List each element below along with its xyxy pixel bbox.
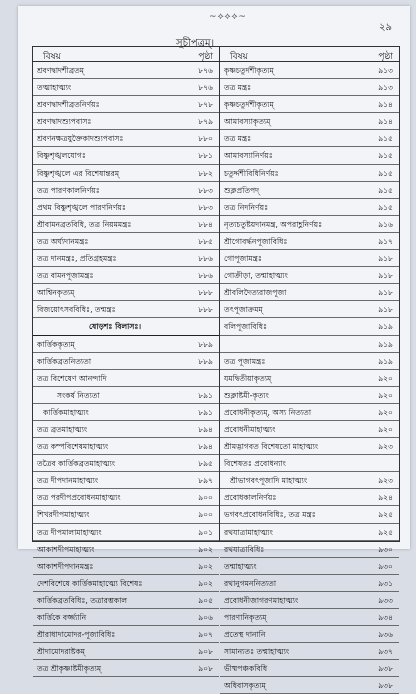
toc-entry-page: ৯০৭ bbox=[198, 630, 213, 640]
toc-entry-page: ৮৯৪ bbox=[198, 424, 213, 434]
toc-entry-page: ৯০২ bbox=[198, 544, 213, 554]
toc-entry-title: আমাবস্যাকৃত্যম্ bbox=[224, 117, 271, 127]
toc-entry-title: আকাশদীপদানমন্ত্রঃ bbox=[37, 561, 94, 571]
toc-entry-title: প্রবোধকালনির্ণয়ঃ bbox=[224, 493, 277, 503]
toc-right-column bbox=[220, 47, 399, 691]
toc-row bbox=[33, 472, 219, 489]
toc-entry-title: কার্ত্তিকব্রতবিধিঃ, তত্রারম্ভকাল bbox=[37, 595, 128, 605]
toc-entry-page: ৯২৫ bbox=[378, 527, 393, 537]
toc-row bbox=[33, 660, 219, 677]
toc-entry-page: ৯৩৬ bbox=[378, 630, 393, 640]
right-header-page: পৃষ্ঠা bbox=[378, 52, 393, 62]
toc-entry-title: যমদ্বিতীয়াকৃত্যম্ bbox=[224, 373, 272, 383]
toc-entry-title: তত্র দীপদানমাহাত্ম্যং bbox=[37, 476, 99, 486]
toc-entry-title: তত্র দীপমালামাহাত্ম্যং bbox=[37, 527, 102, 537]
toc-entry-page: ৮৮৬ bbox=[198, 254, 213, 264]
toc-row bbox=[220, 370, 399, 387]
toc-row bbox=[33, 370, 219, 387]
toc-entry-page: ৯১৩ bbox=[378, 83, 393, 93]
toc-entry-title: শ্রীবলিদৈত্যরাজপূজা bbox=[224, 288, 287, 298]
toc-entry-title: শ্রবণদ্বাদশীব্রতনির্ণয়ঃ bbox=[37, 100, 100, 110]
toc-entry-title: পারণানিকৃত্যম্ bbox=[224, 613, 267, 622]
toc-entry-page: ৮৮৫ bbox=[198, 236, 213, 246]
toc-entry-page: ৯০৫ bbox=[198, 595, 213, 605]
toc-entry-page: ৯১৫ bbox=[378, 202, 393, 212]
toc-row bbox=[33, 318, 219, 335]
toc-row bbox=[33, 62, 219, 79]
toc-left-column bbox=[33, 47, 220, 674]
toc-entry-title: তত্র মন্ত্রঃ bbox=[224, 134, 252, 144]
toc-entry-title: বিশেষতঃ প্রবোধন্যাং bbox=[224, 459, 286, 469]
toc-entry-title: অধিবাসকৃত্যম্ bbox=[224, 681, 266, 691]
toc-entry-page: ৯৩৮ bbox=[378, 664, 393, 674]
toc-entry-page: ৯১৪ bbox=[378, 117, 393, 127]
toc-entry-title: কৃষ্ণচতুর্দশীকৃত্যম্ bbox=[224, 100, 274, 110]
toc-entry-page: ৯২০ bbox=[378, 424, 393, 434]
toc-row bbox=[33, 438, 219, 455]
toc-row bbox=[33, 233, 219, 250]
toc-row bbox=[33, 524, 219, 541]
toc-entry-page: ৯৩৪ bbox=[378, 613, 393, 622]
toc-entry-page: ৯১৮ bbox=[378, 288, 393, 298]
toc-entry-page: ৯০২ bbox=[198, 578, 213, 588]
toc-row bbox=[33, 404, 219, 421]
book-page bbox=[18, 6, 410, 691]
toc-entry-title: ষোড়শঃ বিলাসঃ। bbox=[89, 322, 142, 332]
toc-row bbox=[33, 353, 219, 370]
toc-row bbox=[220, 113, 399, 130]
left-header-page: পৃষ্ঠা bbox=[198, 52, 213, 62]
toc-row bbox=[220, 387, 399, 404]
toc-entry-title: ভীষ্মপঞ্চকবিধি bbox=[224, 664, 268, 674]
toc-row bbox=[220, 182, 399, 199]
toc-row bbox=[33, 96, 219, 113]
toc-entry-title: কার্ত্তিকব্রতনিত্যতা bbox=[37, 356, 92, 366]
toc-entry-page: ৮৯৭ bbox=[198, 476, 213, 486]
toc-entry-title: আকাশদীপমাহাত্ম্যং bbox=[37, 544, 95, 554]
toc-entry-page: ৮৭৬ bbox=[198, 66, 213, 75]
toc-entry-title: শুক্লপ্রতিপদ্ bbox=[224, 185, 260, 195]
toc-row bbox=[220, 250, 399, 267]
toc-row bbox=[33, 199, 219, 216]
toc-entry-page: ৮৮৯ bbox=[198, 339, 213, 349]
toc-entry-page: ৯০২ bbox=[198, 561, 213, 571]
page-number: ২৯ bbox=[379, 22, 392, 33]
toc-entry-title: আমাবস্যানির্ণয়ঃ bbox=[224, 151, 273, 161]
toc-entry-title: প্রথম বিষ্ণুশৃঙ্খলে পারণনির্ণয়ঃ bbox=[37, 202, 126, 212]
toc-row bbox=[33, 267, 219, 284]
toc-entry-title: কার্ত্তিকে বর্জ্জ্যানি bbox=[37, 613, 87, 622]
toc-entry-title: বিষ্ণুশৃঙ্খলযোগঃ bbox=[37, 151, 86, 161]
toc-entry-page: ৯২০ bbox=[378, 407, 393, 417]
toc-entry-page: ৯২০ bbox=[378, 373, 393, 383]
toc-row bbox=[33, 182, 219, 199]
toc-entry-page: ৯৩০ bbox=[378, 561, 393, 571]
toc-entry-title: তত্র নিদনির্ণয়ঃ bbox=[224, 202, 269, 212]
toc-entry-page: ৯২০ bbox=[378, 390, 393, 400]
toc-row bbox=[220, 147, 399, 164]
toc-entry-page: ৮৮৪ bbox=[198, 219, 213, 229]
toc-entry-page: ৯৩১ bbox=[378, 578, 393, 588]
toc-entry-title: সামান্যতঃ তন্মাহাত্ম্যং bbox=[224, 647, 290, 657]
toc-entry-title: প্রবোধনীজাগরণমাহাত্ম্যং bbox=[224, 595, 299, 605]
toc-entry-page: ৮৯৪ bbox=[198, 442, 213, 452]
toc-entry-title: তত্র অর্ঘ্যদানমন্ত্রঃ bbox=[37, 236, 89, 246]
toc-entry-page: ৮৮৮ bbox=[198, 305, 213, 315]
toc-row bbox=[220, 353, 399, 370]
toc-entry-title: দেশবিশেষে কার্ত্তিকমাহাত্ম্যে বিশেষঃ bbox=[37, 578, 143, 588]
toc-entry-title: শ্রীমদ্ভাগবত বিশেষতো মাহাত্ম্যং bbox=[224, 442, 319, 452]
toc-row bbox=[220, 62, 399, 79]
toc-row bbox=[220, 524, 399, 541]
toc-row bbox=[33, 455, 219, 472]
toc-entry-title: বিজয়োৎসববিধিঃ, তন্মন্ত্রঃ bbox=[37, 305, 116, 315]
toc-row bbox=[220, 421, 399, 438]
toc-entry-title: গোক্রীড়া, তন্মাহাত্ম্যং bbox=[224, 271, 288, 281]
toc-entry-page: ৯১৮ bbox=[378, 271, 393, 281]
toc-entry-page: ৯০০ bbox=[198, 510, 213, 520]
toc-row bbox=[220, 609, 399, 626]
toc-entry-title: তত্র দানমন্ত্রঃ, প্রতিগ্রহমন্ত্রঃ bbox=[37, 254, 117, 264]
toc-entry-page: ৮৯১ bbox=[198, 407, 213, 417]
toc-row bbox=[33, 609, 219, 626]
toc-entry-page: ৮৮৬ bbox=[198, 271, 213, 281]
toc-entry-page: ৮৭৬ bbox=[198, 83, 213, 93]
toc-row bbox=[33, 592, 219, 609]
toc-entry-page: ৯০১ bbox=[198, 527, 213, 537]
toc-entry-page: ৯১৩ bbox=[378, 66, 393, 75]
toc-entry-title: শ্রীরাধাদামোদর-পূজাবিধিঃ bbox=[37, 630, 116, 640]
toc-entry-title: তত্র পরদীপপ্রবোধনমাহাত্ম্যং bbox=[37, 493, 121, 503]
toc-row bbox=[220, 472, 399, 489]
toc-table bbox=[32, 46, 400, 691]
toc-row bbox=[220, 575, 399, 592]
toc-row bbox=[220, 506, 399, 523]
toc-row bbox=[220, 626, 399, 643]
toc-entry-title: প্রবোধনীকৃত্যম্, অস্য নিত্যতা bbox=[224, 407, 312, 417]
toc-row bbox=[220, 199, 399, 216]
toc-entry-page: ৯১৭ bbox=[378, 236, 393, 246]
toc-entry-title: বলিপূজাবিধিঃ bbox=[224, 322, 268, 332]
toc-entry-title: কার্ত্তিককৃত্যম্ bbox=[37, 339, 75, 349]
toc-row bbox=[220, 455, 399, 472]
toc-entry-title: বিষ্ণুশৃঙ্খলে এর বিশেষান্তরম্ bbox=[37, 168, 120, 178]
toc-row bbox=[220, 336, 399, 353]
toc-entry-page: ৯০৮ bbox=[198, 647, 213, 657]
toc-entry-title: রথযাত্রাবিধিঃ bbox=[224, 544, 265, 554]
toc-entry-title: কৃষ্ণচতুর্দশীকৃত্যম্ bbox=[224, 66, 274, 75]
toc-entry-title: তত্র কম্পবিশেষমাহাত্ম্যং bbox=[37, 442, 109, 452]
toc-row bbox=[33, 643, 219, 660]
toc-row bbox=[220, 558, 399, 575]
toc-row bbox=[33, 387, 219, 404]
toc-entry-title: শ্রবণনক্ষত্রযুক্তৈকাদশ্যুপবাসঃ bbox=[37, 134, 124, 144]
toc-row bbox=[220, 643, 399, 660]
toc-entry-title: তৎপূজাক্রমম্ bbox=[224, 305, 263, 315]
toc-row bbox=[220, 660, 399, 677]
toc-row bbox=[33, 489, 219, 506]
toc-row bbox=[33, 301, 219, 318]
toc-entry-page: ৯১৯ bbox=[378, 356, 393, 366]
toc-entry-title: শুক্লাষ্টমী-কৃত্যং bbox=[224, 390, 269, 400]
toc-entry-page: ৯০০ bbox=[198, 493, 213, 503]
toc-row bbox=[220, 677, 399, 694]
toc-entry-page: ৯১৪ bbox=[378, 100, 393, 110]
toc-entry-title: সংকর্ষ নিত্যতা bbox=[57, 390, 100, 400]
toc-entry-title: শ্রীদামোদরাষ্টকম্ bbox=[37, 647, 86, 657]
toc-entry-title: রথানুগমননিত্যতা bbox=[224, 578, 277, 588]
toc-entry-page: ৯২৩ bbox=[378, 442, 393, 452]
toc-row bbox=[33, 79, 219, 96]
right-rows bbox=[220, 62, 399, 694]
left-header bbox=[33, 47, 219, 62]
toc-entry-page: ৮৮১ bbox=[198, 151, 213, 161]
toc-entry-page: ৮৯৫ bbox=[198, 459, 213, 469]
toc-title: সূচীপত্রম্। bbox=[176, 38, 215, 49]
toc-row bbox=[33, 558, 219, 575]
toc-row bbox=[220, 130, 399, 147]
toc-entry-page: ৮৮৮ bbox=[198, 288, 213, 298]
toc-entry-title: নৃত্যচতুষ্টয়দানমন্ত্র, অপরাহ্ণনির্ণয়ঃ bbox=[224, 219, 323, 229]
toc-row bbox=[33, 130, 219, 147]
toc-row bbox=[33, 216, 219, 233]
toc-entry-page: ৮৮৩ bbox=[198, 185, 213, 195]
toc-entry-title: শ্রবণদ্বাদশীব্রতম্ bbox=[37, 66, 85, 75]
toc-row bbox=[220, 216, 399, 233]
toc-entry-title: তত্রৈব কার্ত্তিকব্রতমাহাত্ম্যং bbox=[37, 459, 116, 469]
toc-entry-title: শ্রীভাগবৎপূজাদি মাহাত্ম্যং bbox=[230, 476, 308, 486]
toc-row bbox=[220, 284, 399, 301]
toc-row bbox=[220, 438, 399, 455]
toc-entry-title: তত্র পারণকালনির্ণয়ঃ bbox=[37, 185, 100, 195]
toc-row bbox=[220, 96, 399, 113]
toc-entry-page: ৯১৯ bbox=[378, 339, 393, 349]
toc-entry-page: ৮৮৯ bbox=[198, 356, 213, 366]
toc-entry-page: ৯২৪ bbox=[378, 493, 393, 503]
toc-entry-page: ৯২৩ bbox=[378, 476, 393, 486]
toc-entry-page: ৯১৬ bbox=[378, 219, 393, 229]
toc-entry-page: ৯০৬ bbox=[198, 613, 213, 622]
toc-entry-page: ৮৯১ bbox=[198, 390, 213, 400]
toc-entry-title: তত্মাহাত্ম্যং bbox=[37, 83, 72, 93]
toc-entry-title: শ্রীবামনব্রতবিধি, তত্র নিয়মমন্ত্রঃ bbox=[37, 219, 132, 229]
toc-entry-page: ৯০৮ bbox=[198, 664, 213, 674]
toc-entry-title: তত্র বামনপূজামন্ত্রঃ bbox=[37, 271, 94, 281]
toc-row bbox=[220, 79, 399, 96]
toc-row bbox=[33, 284, 219, 301]
toc-row bbox=[220, 404, 399, 421]
toc-entry-title: তত্র মন্ত্রঃ bbox=[224, 83, 252, 93]
toc-entry-page: ৮৭৯ bbox=[198, 117, 213, 127]
toc-row bbox=[220, 592, 399, 609]
toc-entry-title: তন্মাহাত্ম্যং bbox=[224, 561, 257, 571]
toc-entry-page: ৯৩৮ bbox=[378, 681, 393, 691]
toc-entry-title: রথযাত্রামাহাত্ম্যং bbox=[224, 527, 273, 537]
toc-row bbox=[33, 147, 219, 164]
toc-row bbox=[220, 267, 399, 284]
toc-entry-title: তত্র পূজামন্ত্রঃ bbox=[224, 356, 266, 366]
toc-entry-title: তত্র ব্রতমাহাত্ম্যং bbox=[37, 424, 88, 434]
toc-entry-title: আশ্বিনকৃত্যম্ bbox=[37, 288, 75, 298]
toc-entry-page: ৮৮২ bbox=[198, 168, 213, 178]
toc-entry-page: ৮৮০ bbox=[198, 134, 213, 144]
toc-entry-page: ৯২৫ bbox=[378, 510, 393, 520]
left-header-subject: বিষয় bbox=[43, 52, 61, 62]
toc-entry-title: ভগবৎপ্রবোধনবিধিঃ, তত্র মন্ত্রঃ bbox=[224, 510, 316, 520]
toc-row bbox=[33, 541, 219, 558]
toc-entry-page: ৯১৯ bbox=[378, 322, 393, 332]
toc-entry-title: চতুর্দ্দশীবিধিনির্ণয়ঃ bbox=[224, 168, 279, 178]
toc-row bbox=[33, 165, 219, 182]
toc-entry-page: ৮৭৮ bbox=[198, 100, 213, 110]
toc-row bbox=[220, 233, 399, 250]
toc-entry-title: প্রতেস্থ দানানি bbox=[224, 630, 266, 640]
toc-row bbox=[33, 336, 219, 353]
left-rows bbox=[33, 62, 219, 677]
toc-entry-page: ৯১৫ bbox=[378, 134, 393, 144]
toc-entry-title: গোপূজামন্ত্রঃ bbox=[224, 254, 262, 264]
toc-row bbox=[220, 318, 399, 335]
toc-row bbox=[33, 506, 219, 523]
toc-entry-page: ৯১৮ bbox=[378, 254, 393, 264]
toc-row bbox=[33, 626, 219, 643]
toc-row bbox=[220, 165, 399, 182]
toc-row bbox=[33, 575, 219, 592]
toc-row bbox=[33, 421, 219, 438]
toc-row bbox=[33, 113, 219, 130]
right-header-subject: বিষয় bbox=[230, 52, 248, 62]
toc-entry-title: তত্র শ্রীকৃষ্ণাষ্টমীকৃত্যম্ bbox=[37, 664, 102, 674]
toc-entry-title: শ্রীগোবর্দ্ধনপূজাবিধিঃ bbox=[224, 236, 288, 246]
toc-entry-page: ৯১৮ bbox=[378, 305, 393, 315]
toc-row bbox=[220, 489, 399, 506]
right-header bbox=[220, 47, 399, 62]
toc-entry-page: ৯৩০ bbox=[378, 544, 393, 554]
toc-entry-title: শিখরদীপমাহাত্ম্যং bbox=[37, 510, 90, 520]
toc-entry-title: শ্রবণদ্বাদশ্যুপবাসঃ bbox=[37, 117, 92, 127]
toc-entry-page: ৯১৫ bbox=[378, 168, 393, 178]
toc-entry-page: ৮৮৩ bbox=[198, 202, 213, 212]
toc-row bbox=[33, 250, 219, 267]
toc-entry-page: ৯৩৭ bbox=[378, 647, 393, 657]
toc-entry-page: ৯১৫ bbox=[378, 185, 393, 195]
toc-entry-title: তত্র বিশেষেণ আনন্দাদি bbox=[37, 373, 107, 383]
toc-row bbox=[220, 301, 399, 318]
toc-entry-title: কার্ত্তিকমাহাত্ম্যং bbox=[43, 407, 89, 417]
header-ornament: ~⟡⟡⟡~ bbox=[209, 12, 247, 22]
toc-row bbox=[220, 541, 399, 558]
toc-entry-page: ৯৩৩ bbox=[378, 595, 393, 605]
toc-entry-title: প্রবোধনীমাহাত্ম্যং bbox=[224, 424, 276, 434]
toc-entry-page: ৯১৫ bbox=[378, 151, 393, 161]
